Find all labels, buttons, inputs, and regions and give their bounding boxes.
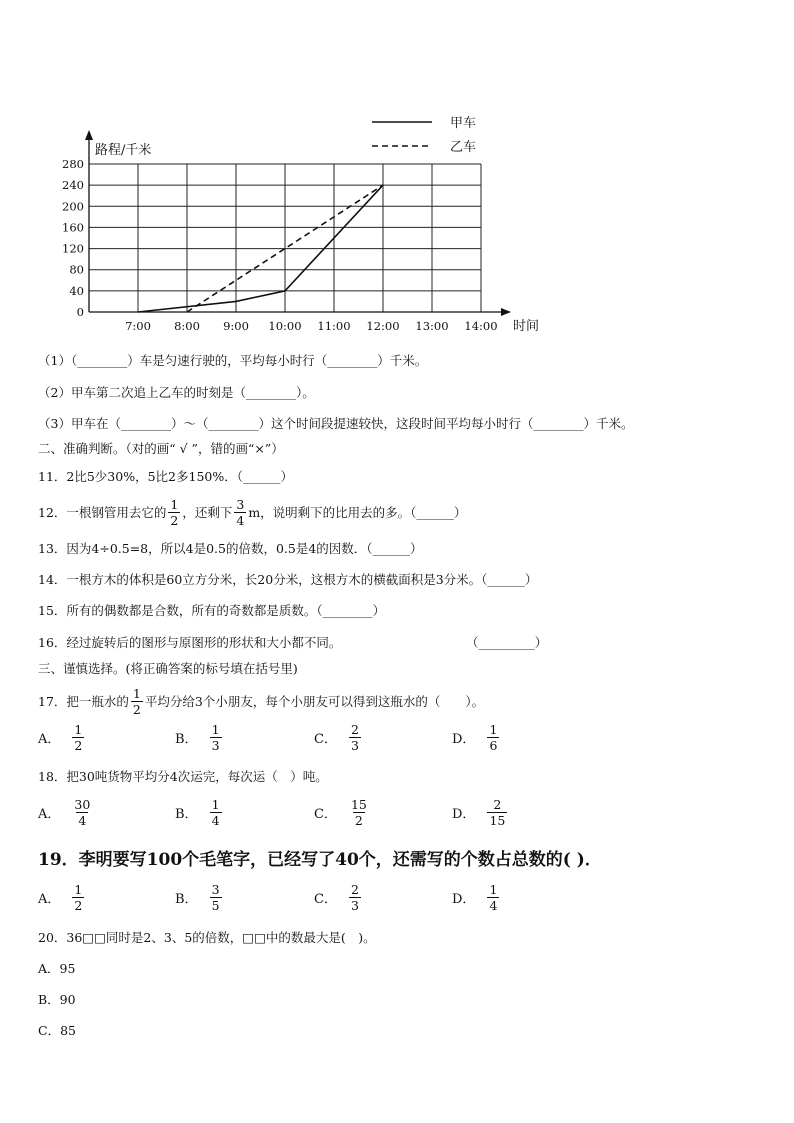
fraction xyxy=(487,722,499,753)
option-a[interactable]: A．95 xyxy=(38,961,76,976)
question-12-text-a: 12．一根钢管用去它的 xyxy=(38,504,167,520)
denominator: 3 xyxy=(211,738,220,753)
x-tick-label: 10:00 xyxy=(268,319,302,333)
question-20: 20．36□□同时是2、3、5的倍数，□□中的数最大是( )。 xyxy=(38,930,376,945)
x-tick-label: 14:00 xyxy=(464,319,498,333)
option-d[interactable] xyxy=(452,882,501,913)
numerator: 1 xyxy=(211,797,220,812)
option-label: C． xyxy=(314,892,337,907)
numerator: 2 xyxy=(350,722,359,737)
x-tick-label: 13:00 xyxy=(415,319,449,333)
question-18: 18．把30吨货物平均分4次运完，每次运（ ）吨。 xyxy=(38,769,328,784)
x-tick-label: 7:00 xyxy=(125,319,151,333)
option-label: D． xyxy=(452,732,476,747)
fraction xyxy=(487,797,507,828)
numerator: 30 xyxy=(74,797,91,812)
question-1: （1）（________）车是匀速行驶的，平均每小时行（________）千米。 xyxy=(38,353,428,368)
y-axis-label: 路程/千米 xyxy=(95,143,152,158)
question-16: 16．经过旋转后的图形与原图形的形状和大小都不同。 xyxy=(38,635,342,650)
question-15: 15．所有的偶数都是合数，所有的奇数都是质数。（________） xyxy=(38,603,386,618)
option-label: A． xyxy=(38,807,61,822)
question-19: 19．李明要写100个毛笔字，已经写了40个，还需写的个数占总数的( )． xyxy=(38,850,602,870)
option-b[interactable] xyxy=(175,797,224,828)
option-label: A． xyxy=(38,892,61,907)
option-c[interactable] xyxy=(314,722,363,753)
option-label: B． xyxy=(175,732,198,747)
fraction xyxy=(234,497,246,528)
option-d[interactable] xyxy=(452,722,501,753)
fraction xyxy=(210,722,222,753)
option-label: D． xyxy=(452,892,476,907)
numerator: 1 xyxy=(489,722,498,737)
numerator: 1 xyxy=(74,882,83,897)
section-3-heading: 三、谨慎选择。(将正确答案的标号填在括号里) xyxy=(38,661,298,676)
option-label: A． xyxy=(38,732,61,747)
y-tick-label: 240 xyxy=(62,178,84,193)
option-label: B． xyxy=(175,892,198,907)
denominator: 4 xyxy=(211,813,220,828)
question-14: 14．一根方木的体积是60立方分米，长20分米，这根方木的横截面积是3分米。（______） xyxy=(38,572,538,587)
numerator: 1 xyxy=(489,882,498,897)
y-axis-arrow xyxy=(85,130,93,140)
x-axis-arrow xyxy=(501,308,511,316)
question-16-blank: （_________） xyxy=(466,635,548,650)
fraction xyxy=(210,797,222,828)
option-a[interactable] xyxy=(38,797,94,828)
option-c[interactable]: C．85 xyxy=(38,1023,76,1038)
question-2: （2）甲车第二次追上乙车的时刻是（________）。 xyxy=(38,385,315,400)
numerator: 1 xyxy=(170,497,179,512)
option-d[interactable] xyxy=(452,797,509,828)
fraction xyxy=(349,722,361,753)
fraction xyxy=(349,882,361,913)
fraction xyxy=(210,882,222,913)
option-c[interactable] xyxy=(314,882,363,913)
question-3: （3）甲车在（________）～（________）这个时间段提速较快，这段时间平均每小时行（________）千米。 xyxy=(38,416,634,431)
numerator: 1 xyxy=(74,722,83,737)
denominator: 2 xyxy=(74,898,83,913)
fraction xyxy=(72,722,84,753)
numerator: 15 xyxy=(350,797,367,812)
y-tick-label: 280 xyxy=(62,157,84,171)
option-label: C． xyxy=(314,732,337,747)
fraction xyxy=(72,882,84,913)
distance-time-chart xyxy=(60,108,560,338)
legend-label: 乙车 xyxy=(450,140,477,155)
x-tick-label: 12:00 xyxy=(366,319,400,333)
option-b[interactable] xyxy=(175,722,224,753)
legend-label: 甲车 xyxy=(450,116,477,131)
numerator: 2 xyxy=(493,797,502,812)
denominator: 4 xyxy=(489,898,498,913)
denominator: 6 xyxy=(489,738,498,753)
fraction xyxy=(487,882,499,913)
question-13: 13．因为4÷0.5=8，所以4是0.5的倍数，0.5是4的因数．（______） xyxy=(38,541,423,556)
x-tick-label: 9:00 xyxy=(223,319,249,333)
denominator: 2 xyxy=(170,513,179,528)
option-label: D． xyxy=(452,807,476,822)
denominator: 4 xyxy=(78,813,87,828)
y-tick-label: 0 xyxy=(76,305,84,319)
fraction xyxy=(72,797,92,828)
denominator: 4 xyxy=(236,513,245,528)
question-17-text-b: 平均分给3个小朋友，每个小朋友可以得到这瓶水的（ ）。 xyxy=(144,693,485,709)
y-tick-label: 80 xyxy=(69,262,84,277)
denominator: 2 xyxy=(354,813,363,828)
numerator: 2 xyxy=(350,882,359,897)
numerator: 1 xyxy=(211,722,220,737)
fraction xyxy=(168,497,180,528)
denominator: 3 xyxy=(350,738,359,753)
denominator: 5 xyxy=(211,898,220,913)
y-tick-label: 120 xyxy=(62,241,84,256)
denominator: 2 xyxy=(74,738,83,753)
numerator: 3 xyxy=(236,497,245,512)
question-11: 11．2比5少30%，5比2多150%．（______） xyxy=(38,469,293,484)
question-17-text-a: 17．把一瓶水的 xyxy=(38,693,129,709)
option-b[interactable]: B．90 xyxy=(38,992,76,1007)
section-2-heading: 二、准确判断。（对的画“ √ ”，错的画“×”） xyxy=(38,441,284,456)
fraction xyxy=(131,686,143,717)
option-label: B． xyxy=(175,807,198,822)
numerator: 3 xyxy=(211,882,220,897)
x-tick-label: 11:00 xyxy=(317,319,351,333)
y-tick-label: 160 xyxy=(62,220,84,235)
question-12 xyxy=(38,497,466,528)
option-c[interactable] xyxy=(314,797,371,828)
option-a[interactable] xyxy=(38,882,86,913)
question-17 xyxy=(38,686,484,717)
fraction xyxy=(349,797,369,828)
x-axis-label: 时间 xyxy=(513,319,540,334)
denominator: 15 xyxy=(489,813,506,828)
question-12-text-c: m，说明剩下的比用去的多。（______） xyxy=(248,504,467,520)
denominator: 3 xyxy=(350,898,359,913)
y-tick-label: 200 xyxy=(62,199,84,214)
y-tick-label: 40 xyxy=(69,283,84,298)
denominator: 2 xyxy=(132,702,141,717)
chart-legend xyxy=(372,116,476,155)
option-label: C． xyxy=(314,807,337,822)
option-b[interactable] xyxy=(175,882,224,913)
option-a[interactable] xyxy=(38,722,86,753)
x-tick-label: 8:00 xyxy=(174,319,200,333)
numerator: 1 xyxy=(132,686,141,701)
question-12-text-b: ，还剩下 xyxy=(182,504,233,520)
